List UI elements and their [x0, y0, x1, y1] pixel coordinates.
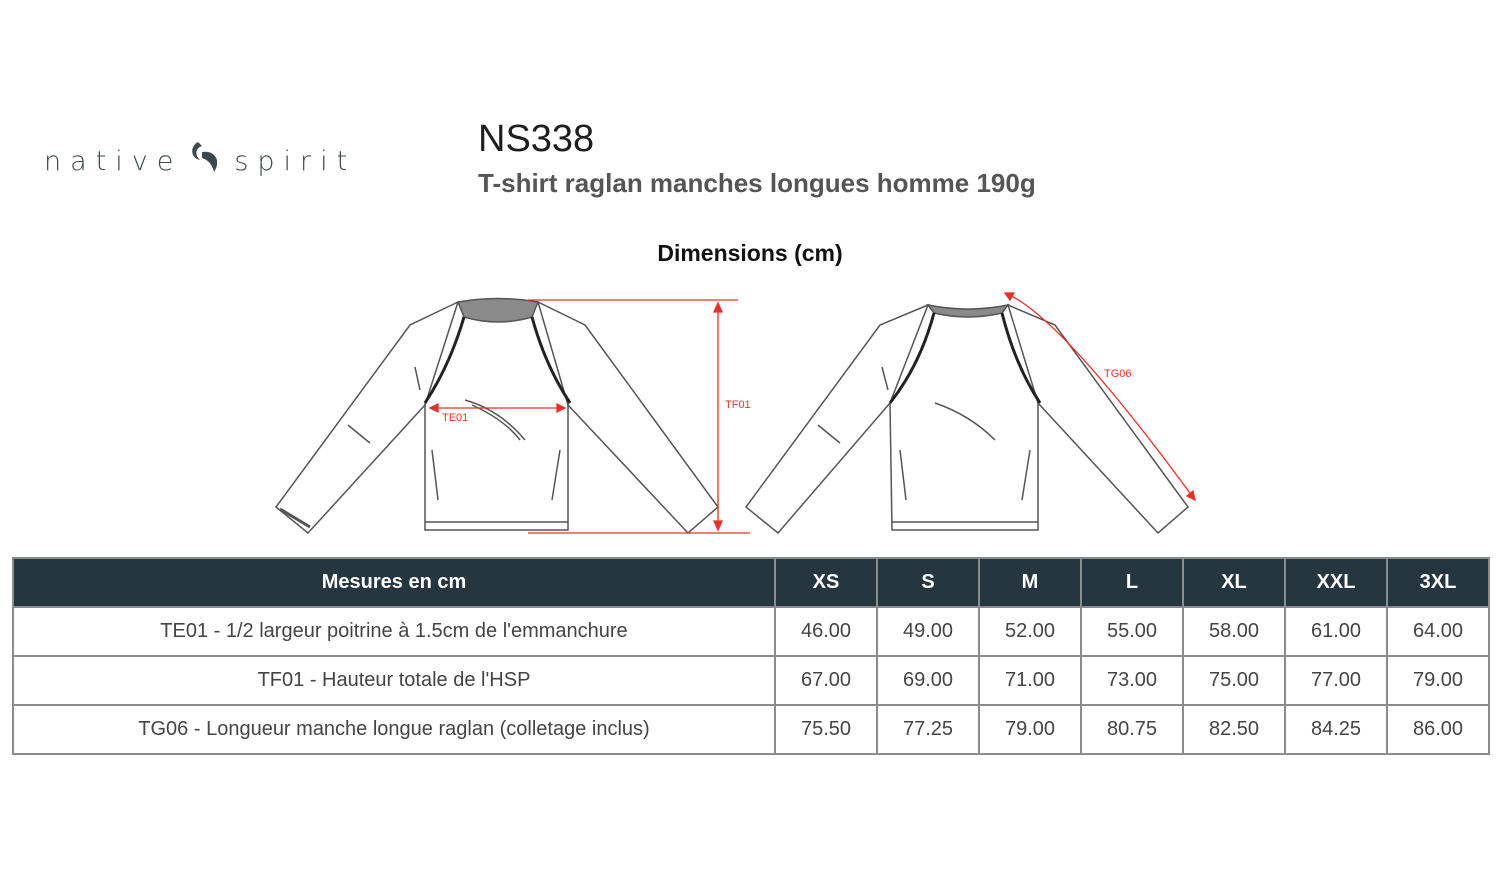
size-table	[12, 557, 1490, 755]
cell-value: 77.00	[1285, 656, 1387, 705]
row-label: TG06 - Longueur manche longue raglan (colletage inclus)	[13, 705, 775, 754]
row-label: TE01 - 1/2 largeur poitrine à 1.5cm de l'emmanchure	[13, 607, 775, 656]
table-row	[13, 607, 1489, 656]
label-tg06: TG06	[1104, 368, 1132, 380]
cell-value: 73.00	[1081, 656, 1183, 705]
cell-value: 79.00	[979, 705, 1081, 754]
cell-value: 55.00	[1081, 607, 1183, 656]
front-measure-lines	[430, 300, 750, 533]
back-measure-lines	[1005, 293, 1195, 500]
cell-value: 75.00	[1183, 656, 1285, 705]
header-size: XL	[1183, 558, 1285, 607]
cell-value: 84.25	[1285, 705, 1387, 754]
cell-value: 49.00	[877, 607, 979, 656]
header-size: XS	[775, 558, 877, 607]
table-row	[13, 656, 1489, 705]
table-row	[13, 705, 1489, 754]
cell-value: 61.00	[1285, 607, 1387, 656]
cell-value: 69.00	[877, 656, 979, 705]
back-view-drawing	[746, 305, 1188, 533]
header-measures: Mesures en cm	[13, 558, 775, 607]
cell-value: 75.50	[775, 705, 877, 754]
brand-logo	[44, 136, 404, 186]
brand-word-spirit: spirit	[234, 145, 357, 177]
cell-value: 86.00	[1387, 705, 1489, 754]
product-name: T-shirt raglan manches longues homme 190g	[478, 168, 1036, 198]
cell-value: 64.00	[1387, 607, 1489, 656]
cell-value: 67.00	[775, 656, 877, 705]
row-label: TF01 - Hauteur totale de l'HSP	[13, 656, 775, 705]
header-size: L	[1081, 558, 1183, 607]
cell-value: 52.00	[979, 607, 1081, 656]
leaf-swirl-icon	[188, 138, 224, 185]
header-size: 3XL	[1387, 558, 1489, 607]
cell-value: 80.75	[1081, 705, 1183, 754]
cell-value: 82.50	[1183, 705, 1285, 754]
label-tf01: TF01	[725, 399, 751, 411]
front-view-drawing	[276, 299, 718, 534]
product-code: NS338	[478, 118, 595, 160]
cell-value: 71.00	[979, 656, 1081, 705]
cell-value: 77.25	[877, 705, 979, 754]
label-te01: TE01	[442, 412, 469, 424]
brand-word-native: native	[44, 145, 183, 177]
dimensions-title: Dimensions (cm)	[657, 240, 843, 266]
header-size: S	[877, 558, 979, 607]
header-size: M	[979, 558, 1081, 607]
header-size: XXL	[1285, 558, 1387, 607]
cell-value: 46.00	[775, 607, 877, 656]
table-header-row	[13, 558, 1489, 607]
garment-diagram	[260, 275, 1240, 545]
cell-value: 58.00	[1183, 607, 1285, 656]
cell-value: 79.00	[1387, 656, 1489, 705]
